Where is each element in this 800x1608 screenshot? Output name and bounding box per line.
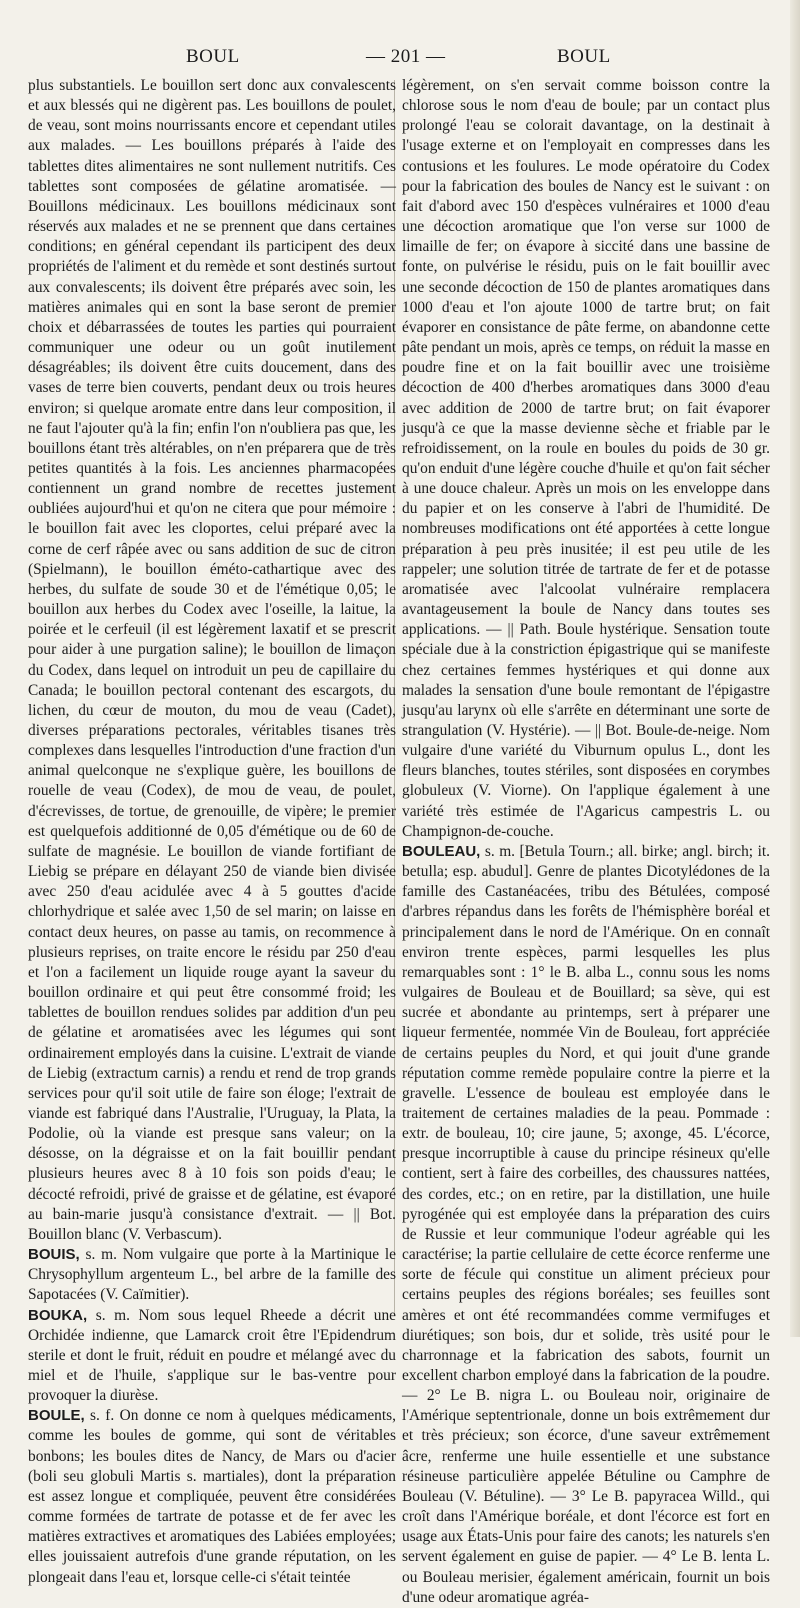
bouillon-continuation: plus substantiels. Le bouillon sert donc aux convalescents et aux blessés qui ne digèrent pas. Les bouillons de poulet, de veau, sont moins nourrissants encore et cependant utiles aux malades. — Les bouillons préparés à l'aide des tablettes dites alimentaires ne sont nullement nutritifs. Ces tablettes sont composées de gélatine aromatisée. — Bouillons médicinaux. Les bouillons médicinaux sont réservés aux malades et ne se prennent que dans certaines conditions; en général cependant ils participent des deux propriétés de l'aliment et du remède et sont destinés surtout aux convalescents; ils doivent être préparés avec soin, les matières animales qui en sont la base seront de premier choix et débarrassées de toutes les parties qui pourraient communiquer une odeur ou un goût inutilement désagréables; ils doivent être cuits doucement, dans des vases de terre bien couverts, pendant deux ou trois heures environ; si quelque aromate entre dans leur composition, il ne faut l'ajouter qu'à la fin; enfin l'on n'oubliera pas que, les bouillons étant très altérables, on n'en préparera que de très petites quantités à la fois. Les anciennes pharmacopées contiennent un grand nombre de recettes justement oubliées aujourd'hui et qu'on ne citera que pour mémoire : le bouillon fait avec les cloportes, celui préparé avec la corne de cerf râpée avec ou sans addition de suc de citron (Spielmann), le bouillon éméto-cathartique avec des herbes, du sulfate de soude 30 et de l'émétique 0,05; le bouillon aux herbes du Codex avec l'oseille, la laitue, la poirée et le cerfeuil (il est légèrement laxatif et se prescrit pour aider à une purgation saline); le bouillon de limaçon du Codex, dans lequel on introduit un peu de capillaire du Canada; le bouillon pectoral contenant des escargots, du lichen, du cœur de mouton, du mou de veau (Cadet), diverses préparations pectorales, véritables tisanes très complexes dans lesquelles l'introduction d'une fraction d'un animal quelconque ne s'explique guère, les bouillons de rouelle de veau (Codex), de mou de veau, de poulet, d'écrevisses, de tortue, de grenouille, de vipère; le premier est quelquefois additionné de 0,05 d'émétique ou de 60 de sulfate de magnésie. Le bouillon de viande fortifiant de Liebig se prépare en délayant 250 de viande bien divisée avec 250 d'eau acidulée avec 4 à 5 gouttes d'acide chlorhydrique et salée avec 1,50 de sel marin; on laisse en contact deux heures, on passe au tamis, on recommence à plusieurs reprises, on traite encore le résidu par 250 d'eau et l'on a facilement un liquide rouge ayant la saveur du bouillon ordinaire et qui peut être consommé froid; les tablettes de bouillon rendues solides par addition d'un peu de gélatine et aromatisées avec les légumes qui sont ordinairement employés dans la cuisine. L'extrait de viande de Liebig (extractum carnis) a rendu et rend de trop grands services pour qu'il soit utile de faire son éloge; l'extrait de viande est fabriqué dans l'Australie, l'Uruguay, la Plata, la Podolie, où la viande est presque sans valeur; on la désosse, on la dégraisse et on la fait bouillir pendant plusieurs heures avec 8 à 10 fois son poids d'eau; le décocté refroidi, privé de graisse et de gélatine, est évaporé au bain-marie jusqu'à consistance d'extrait. — || Bot. Bouillon blanc (V. Verbascum). <box>28 77 396 1243</box>
headword-bouka: BOUKA, <box>28 1306 88 1324</box>
page-edge-shadow <box>790 0 800 1337</box>
right-column <box>402 76 770 1606</box>
headword-boule: BOULE, <box>28 1407 85 1425</box>
entry-bouis <box>28 1245 396 1305</box>
entry-boule <box>28 1406 396 1587</box>
boule-continuation: légèrement, on s'en servait comme boisson contre la chlorose sous le nom d'eau de boule; par un contact plus prolongé l'eau se colorait davantage, on la destinait à l'usage externe et on l'employait en compresses dans les contusions et les foulures. Le mode opératoire du Codex pour la fabrication des boules de Nancy est le suivant : on fait d'abord avec 150 d'espèces vulnéraires et 1000 d'eau une décoction aromatique que l'on verse sur 1000 de limaille de fer; on évapore à siccité dans une bassine de fonte, on pulvérise le résidu, puis on le fait bouillir avec une seconde décoction de 150 de plantes aromatiques dans 1000 d'eau et l'on ajoute 1000 de tartre brut; on fait évaporer en consistance de pâte ferme, on abandonne cette pâte pendant un mois, après ce temps, on réduit la masse en poudre fine et on la fait bouillir avec une troisième décoction de 400 d'herbes aromatiques dans 3000 d'eau avec addition de 2000 de tartre brut; on fait évaporer jusqu'à ce que la masse devienne sèche et friable par le refroidissement, on la roule en boules du poids de 30 gr. qu'on enduit d'une légère couche d'huile et qu'on fait sécher à une douce chaleur. Après un mois on les enveloppe dans du papier et on les conserve à l'abri de l'humidité. De nombreuses modifications ont été apportées à cette longue préparation à peu près inusitée; il est peu utile de les rappeler; une solution titrée de tartrate de fer et de potasse aromatisée avec l'alcoolat vulnéraire remplacera avantageusement la boule de Nancy dans toutes ses applications. — || Path. Boule hystérique. Sensation toute spéciale due à la constriction épigastrique qui se manifeste chez certaines femmes hystériques et qui donne aux malades la sensation d'une boule remontant de l'épigastre jusqu'au larynx où elle s'arrête en déterminant une sorte de strangulation (V. Hystérie). — || Bot. Boule-de-neige. Nom vulgaire d'une variété du Viburnum opulus L., dont les fleurs blanches, toutes stériles, sont disposées en corymbes globuleux (V. Viorne). On l'applique également à une variété très estimée de l'Agaricus campestris L. ou Champignon-de-couche. <box>402 77 770 840</box>
header-left-word: BOUL <box>186 46 240 67</box>
definition-boule: s. f. On donne ce nom à quelques médicaments, comme les boules de gomme, qui sont de véritables bonbons; les boules dites de Nancy, de Mars ou d'acier (boli seu globuli Martis s. martiales), dont la préparation est assez longue et compliquée, peuvent être considérées comme formées de tartrate de potasse et de fer avec les matières extractives et aromatiques des Labiées employées; elles jouissaient autrefois d'une grande réputation, on les plongeait dans l'eau et, lorsque celle-ci s'était teintée <box>28 1407 396 1586</box>
running-header <box>0 46 800 76</box>
left-column <box>28 76 396 1586</box>
definition-bouleau: s. m. [Betula Tourn.; all. birke; angl. birch; it. betulla; esp. abudul]. Genre de plantes Dicotylédones de la famille des Castanéacées, tribu des Bétulées, composé d'arbres répandus dans les forêts de l'hémisphère boréal et principalement dans le nord de l'Amérique. On en connaît environ trente espèces, parmi lesquelles les plus remarquables sont : 1° le B. alba L., connu sous les noms vulgaires de Bouleau et de Bouillard; sa sève, qui est sucrée et abondante au printemps, sert à préparer une liqueur fermentée, nommée Vin de Bouleau, fort appréciée de certains peuples du Nord, et qui jouit d'une grande réputation comme remède populaire contre la pierre et la gravelle. L'essence de bouleau est employée dans le traitement de certaines maladies de la peau. Pommade : extr. de bouleau, 10; cire jaune, 5; axonge, 45. L'écorce, presque incorruptible à cause du principe résineux qu'elle contient, sert à faire des corbeilles, des chaussures nattées, des cordes, etc.; on en retire, par la distillation, une huile pyrogénée qui est employée dans la préparation des cuirs de Russie et leur communique l'odeur agréable qui les caractérise; la partie cellulaire de cette écorce renferme une sorte de fécule qui constitue un aliment précieux pour certains peuples des régions boréales; ses feuilles sont amères et ont été recommandées comme vermifuges et diurétiques; son bois, dur et solide, très usité pour le charronnage et la fabrication des sabots, fournit un excellent charbon employé dans la fabrication de la poudre. — 2° Le B. nigra L. ou Bouleau noir, originaire de l'Amérique septentrionale, donne un bois extrêmement dur et très précieux; son écorce, d'une saveur extrêmement âcre, renferme une huile essentielle et une substance résineuse particulière appelée Bétuline ou Camphre de Bouleau (V. Bétuline). — 3° Le B. papyracea Willd., qui croît dans l'Amérique boréale, et dont l'écorce est fort en usage aux États-Unis pour faire des canots; les naturels s'en servent également en guise de papier. — 4° Le B. lenta L. ou Bouleau merisier, également américain, fournit un bois d'une odeur aromatique agréa- <box>402 842 770 1606</box>
headword-bouis: BOUIS, <box>28 1246 80 1264</box>
header-right-word: BOUL <box>557 46 611 67</box>
page-number: — 201 — <box>366 46 446 67</box>
definition-bouis: s. m. Nom vulgaire que porte à la Martinique le Chrysophyllum argenteum L., bel arbre de la famille des Sapotacées (V. Caïmitier). <box>28 1246 396 1304</box>
definition-bouka: s. m. Nom sous lequel Rheede a décrit une Orchidée indienne, que Lamarck croit être l'Epidendrum sterile et dont le fruit, réduit en poudre et mélangé avec du miel et de l'huile, s'applique sur le bas-ventre pour provoquer la diurèse. <box>28 1306 396 1405</box>
entry-bouleau <box>402 842 770 1608</box>
headword-bouleau: BOULEAU, <box>402 842 481 860</box>
entry-bouka <box>28 1306 396 1407</box>
